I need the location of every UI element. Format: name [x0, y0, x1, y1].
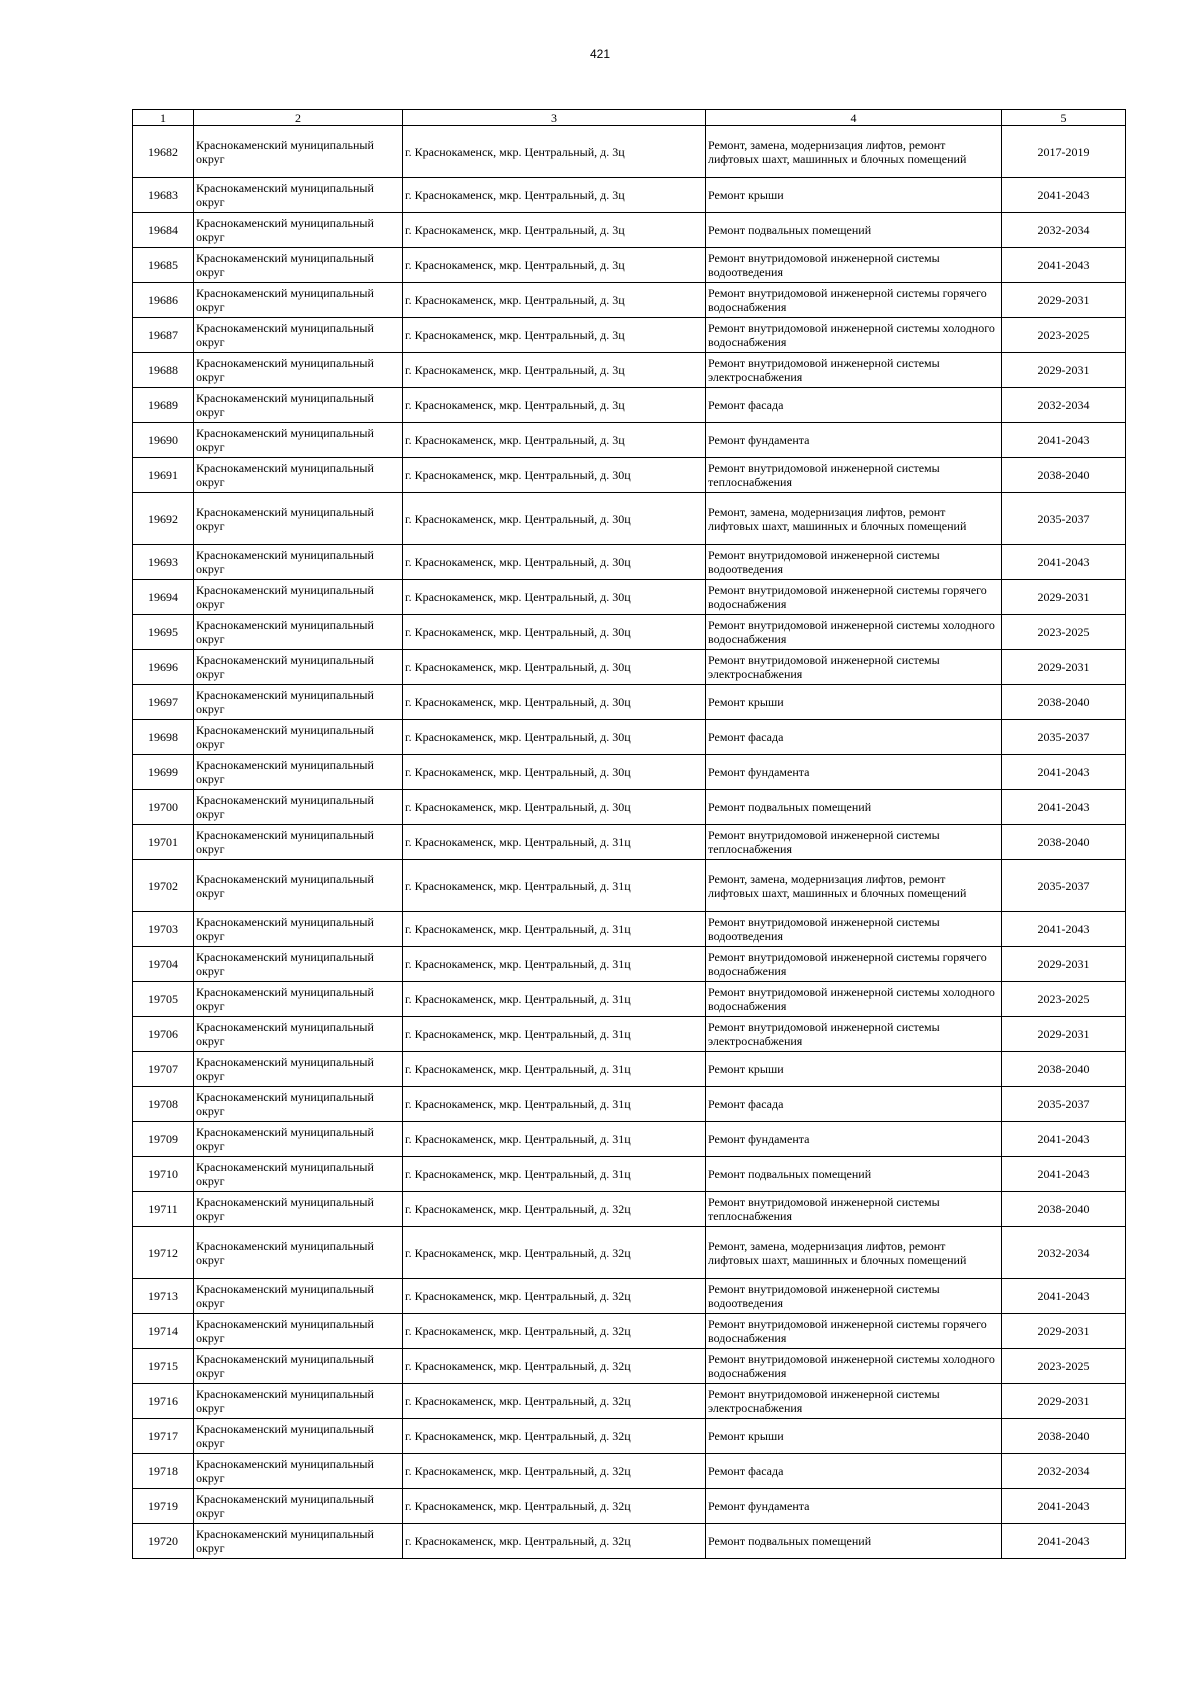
years-cell: 2032-2034	[1002, 1454, 1126, 1489]
table-row	[133, 947, 1126, 982]
years-cell: 2029-2031	[1002, 580, 1126, 615]
row-number: 19706	[133, 1017, 194, 1052]
address-cell: г. Краснокаменск, мкр. Центральный, д. 30ц	[403, 580, 706, 615]
work-type-cell: Ремонт внутридомовой инженерной системы горячего водоснабжения	[706, 580, 1002, 615]
address-cell: г. Краснокаменск, мкр. Центральный, д. 31ц	[403, 1122, 706, 1157]
district-cell: Краснокаменский муниципальный округ	[194, 825, 403, 860]
work-type-cell: Ремонт крыши	[706, 1052, 1002, 1087]
row-number: 19718	[133, 1454, 194, 1489]
address-cell: г. Краснокаменск, мкр. Центральный, д. 31ц	[403, 1052, 706, 1087]
work-type-cell: Ремонт фундамента	[706, 423, 1002, 458]
district-cell: Краснокаменский муниципальный округ	[194, 720, 403, 755]
row-number: 19688	[133, 353, 194, 388]
district-cell: Краснокаменский муниципальный округ	[194, 982, 403, 1017]
years-cell: 2041-2043	[1002, 1157, 1126, 1192]
address-cell: г. Краснокаменск, мкр. Центральный, д. 31ц	[403, 1087, 706, 1122]
district-cell: Краснокаменский муниципальный округ	[194, 615, 403, 650]
table-row	[133, 283, 1126, 318]
row-number: 19720	[133, 1524, 194, 1559]
address-cell: г. Краснокаменск, мкр. Центральный, д. 32ц	[403, 1314, 706, 1349]
row-number: 19692	[133, 493, 194, 545]
table-row	[133, 912, 1126, 947]
district-cell: Краснокаменский муниципальный округ	[194, 1087, 403, 1122]
address-cell: г. Краснокаменск, мкр. Центральный, д. 31ц	[403, 825, 706, 860]
work-type-cell: Ремонт подвальных помещений	[706, 790, 1002, 825]
district-cell: Краснокаменский муниципальный округ	[194, 1489, 403, 1524]
district-cell: Краснокаменский муниципальный округ	[194, 126, 403, 178]
column-header-2: 2	[194, 110, 403, 126]
row-number: 19711	[133, 1192, 194, 1227]
row-number: 19683	[133, 178, 194, 213]
row-number: 19703	[133, 912, 194, 947]
table-row	[133, 720, 1126, 755]
address-cell: г. Краснокаменск, мкр. Центральный, д. 32ц	[403, 1524, 706, 1559]
work-type-cell: Ремонт внутридомовой инженерной системы теплоснабжения	[706, 1192, 1002, 1227]
years-cell: 2029-2031	[1002, 353, 1126, 388]
work-type-cell: Ремонт подвальных помещений	[706, 213, 1002, 248]
address-cell: г. Краснокаменск, мкр. Центральный, д. 32ц	[403, 1279, 706, 1314]
table-row	[133, 615, 1126, 650]
district-cell: Краснокаменский муниципальный округ	[194, 458, 403, 493]
work-type-cell: Ремонт фундамента	[706, 1489, 1002, 1524]
page-number: 421	[589, 47, 611, 61]
district-cell: Краснокаменский муниципальный округ	[194, 1122, 403, 1157]
row-number: 19707	[133, 1052, 194, 1087]
row-number: 19685	[133, 248, 194, 283]
years-cell: 2032-2034	[1002, 388, 1126, 423]
column-header-3: 3	[403, 110, 706, 126]
table-row	[133, 982, 1126, 1017]
address-cell: г. Краснокаменск, мкр. Центральный, д. 30ц	[403, 755, 706, 790]
address-cell: г. Краснокаменск, мкр. Центральный, д. 3ц	[403, 213, 706, 248]
years-cell: 2032-2034	[1002, 1227, 1126, 1279]
district-cell: Краснокаменский муниципальный округ	[194, 650, 403, 685]
years-cell: 2035-2037	[1002, 720, 1126, 755]
address-cell: г. Краснокаменск, мкр. Центральный, д. 32ц	[403, 1227, 706, 1279]
district-cell: Краснокаменский муниципальный округ	[194, 248, 403, 283]
district-cell: Краснокаменский муниципальный округ	[194, 318, 403, 353]
table-row	[133, 1017, 1126, 1052]
address-cell: г. Краснокаменск, мкр. Центральный, д. 32ц	[403, 1489, 706, 1524]
table-row	[133, 1087, 1126, 1122]
district-cell: Краснокаменский муниципальный округ	[194, 1157, 403, 1192]
row-number: 19694	[133, 580, 194, 615]
work-type-cell: Ремонт внутридомовой инженерной системы электроснабжения	[706, 650, 1002, 685]
work-type-cell: Ремонт, замена, модернизация лифтов, ремонт лифтовых шахт, машинных и блочных помещений	[706, 493, 1002, 545]
table-row	[133, 353, 1126, 388]
row-number: 19696	[133, 650, 194, 685]
table-row	[133, 318, 1126, 353]
table-row	[133, 1227, 1126, 1279]
row-number: 19698	[133, 720, 194, 755]
work-type-cell: Ремонт, замена, модернизация лифтов, ремонт лифтовых шахт, машинных и блочных помещений	[706, 1227, 1002, 1279]
district-cell: Краснокаменский муниципальный округ	[194, 493, 403, 545]
work-type-cell: Ремонт, замена, модернизация лифтов, ремонт лифтовых шахт, машинных и блочных помещений	[706, 126, 1002, 178]
district-cell: Краснокаменский муниципальный округ	[194, 1017, 403, 1052]
work-type-cell: Ремонт внутридомовой инженерной системы электроснабжения	[706, 1017, 1002, 1052]
years-cell: 2041-2043	[1002, 248, 1126, 283]
district-cell: Краснокаменский муниципальный округ	[194, 860, 403, 912]
row-number: 19719	[133, 1489, 194, 1524]
years-cell: 2038-2040	[1002, 1192, 1126, 1227]
district-cell: Краснокаменский муниципальный округ	[194, 1349, 403, 1384]
table-row	[133, 1314, 1126, 1349]
district-cell: Краснокаменский муниципальный округ	[194, 423, 403, 458]
row-number: 19714	[133, 1314, 194, 1349]
work-type-cell: Ремонт фундамента	[706, 755, 1002, 790]
work-type-cell: Ремонт фасада	[706, 1087, 1002, 1122]
address-cell: г. Краснокаменск, мкр. Центральный, д. 3ц	[403, 318, 706, 353]
table-row	[133, 545, 1126, 580]
district-cell: Краснокаменский муниципальный округ	[194, 353, 403, 388]
years-cell: 2029-2031	[1002, 650, 1126, 685]
table-row	[133, 755, 1126, 790]
district-cell: Краснокаменский муниципальный округ	[194, 1419, 403, 1454]
work-type-cell: Ремонт фундамента	[706, 1122, 1002, 1157]
district-cell: Краснокаменский муниципальный округ	[194, 545, 403, 580]
work-type-cell: Ремонт подвальных помещений	[706, 1524, 1002, 1559]
address-cell: г. Краснокаменск, мкр. Центральный, д. 3ц	[403, 248, 706, 283]
row-number: 19687	[133, 318, 194, 353]
table-row	[133, 1157, 1126, 1192]
row-number: 19704	[133, 947, 194, 982]
district-cell: Краснокаменский муниципальный округ	[194, 283, 403, 318]
table-row	[133, 1524, 1126, 1559]
table-row	[133, 1052, 1126, 1087]
address-cell: г. Краснокаменск, мкр. Центральный, д. 30ц	[403, 615, 706, 650]
work-type-cell: Ремонт внутридомовой инженерной системы холодного водоснабжения	[706, 982, 1002, 1017]
address-cell: г. Краснокаменск, мкр. Центральный, д. 31ц	[403, 912, 706, 947]
years-cell: 2023-2025	[1002, 982, 1126, 1017]
address-cell: г. Краснокаменск, мкр. Центральный, д. 32ц	[403, 1419, 706, 1454]
district-cell: Краснокаменский муниципальный округ	[194, 1052, 403, 1087]
work-type-cell: Ремонт внутридомовой инженерной системы холодного водоснабжения	[706, 615, 1002, 650]
years-cell: 2032-2034	[1002, 213, 1126, 248]
column-header-4: 4	[706, 110, 1002, 126]
years-cell: 2041-2043	[1002, 755, 1126, 790]
column-number-row	[133, 110, 1126, 126]
district-cell: Краснокаменский муниципальный округ	[194, 685, 403, 720]
district-cell: Краснокаменский муниципальный округ	[194, 1227, 403, 1279]
work-type-cell: Ремонт крыши	[706, 178, 1002, 213]
years-cell: 2041-2043	[1002, 1122, 1126, 1157]
work-type-cell: Ремонт крыши	[706, 685, 1002, 720]
table-row	[133, 388, 1126, 423]
address-cell: г. Краснокаменск, мкр. Центральный, д. 3ц	[403, 178, 706, 213]
row-number: 19717	[133, 1419, 194, 1454]
table-row	[133, 825, 1126, 860]
address-cell: г. Краснокаменск, мкр. Центральный, д. 31ц	[403, 860, 706, 912]
address-cell: г. Краснокаменск, мкр. Центральный, д. 30ц	[403, 458, 706, 493]
work-type-cell: Ремонт внутридомовой инженерной системы водоотведения	[706, 248, 1002, 283]
row-number: 19700	[133, 790, 194, 825]
column-header-5: 5	[1002, 110, 1126, 126]
years-cell: 2029-2031	[1002, 1384, 1126, 1419]
row-number: 19705	[133, 982, 194, 1017]
table-row	[133, 423, 1126, 458]
years-cell: 2038-2040	[1002, 458, 1126, 493]
work-type-cell: Ремонт внутридомовой инженерной системы теплоснабжения	[706, 825, 1002, 860]
address-cell: г. Краснокаменск, мкр. Центральный, д. 31ц	[403, 982, 706, 1017]
work-type-cell: Ремонт фасада	[706, 388, 1002, 423]
address-cell: г. Краснокаменск, мкр. Центральный, д. 32ц	[403, 1192, 706, 1227]
years-cell: 2038-2040	[1002, 825, 1126, 860]
work-type-cell: Ремонт внутридомовой инженерной системы электроснабжения	[706, 1384, 1002, 1419]
address-cell: г. Краснокаменск, мкр. Центральный, д. 30ц	[403, 493, 706, 545]
table-row	[133, 790, 1126, 825]
work-type-cell: Ремонт внутридомовой инженерной системы теплоснабжения	[706, 458, 1002, 493]
work-type-cell: Ремонт внутридомовой инженерной системы горячего водоснабжения	[706, 283, 1002, 318]
district-cell: Краснокаменский муниципальный округ	[194, 947, 403, 982]
row-number: 19716	[133, 1384, 194, 1419]
table-row	[133, 580, 1126, 615]
district-cell: Краснокаменский муниципальный округ	[194, 1454, 403, 1489]
row-number: 19701	[133, 825, 194, 860]
table-row	[133, 1419, 1126, 1454]
district-cell: Краснокаменский муниципальный округ	[194, 790, 403, 825]
years-cell: 2023-2025	[1002, 318, 1126, 353]
years-cell: 2029-2031	[1002, 947, 1126, 982]
district-cell: Краснокаменский муниципальный округ	[194, 912, 403, 947]
row-number: 19695	[133, 615, 194, 650]
row-number: 19690	[133, 423, 194, 458]
district-cell: Краснокаменский муниципальный округ	[194, 1384, 403, 1419]
years-cell: 2023-2025	[1002, 1349, 1126, 1384]
years-cell: 2041-2043	[1002, 1489, 1126, 1524]
years-cell: 2035-2037	[1002, 493, 1126, 545]
address-cell: г. Краснокаменск, мкр. Центральный, д. 31ц	[403, 1157, 706, 1192]
work-type-cell: Ремонт фасада	[706, 1454, 1002, 1489]
years-cell: 2041-2043	[1002, 1524, 1126, 1559]
address-cell: г. Краснокаменск, мкр. Центральный, д. 3ц	[403, 388, 706, 423]
address-cell: г. Краснокаменск, мкр. Центральный, д. 32ц	[403, 1349, 706, 1384]
work-type-cell: Ремонт внутридомовой инженерной системы водоотведения	[706, 912, 1002, 947]
years-cell: 2041-2043	[1002, 178, 1126, 213]
table-row	[133, 178, 1126, 213]
years-cell: 2023-2025	[1002, 615, 1126, 650]
years-cell: 2029-2031	[1002, 1314, 1126, 1349]
work-type-cell: Ремонт внутридомовой инженерной системы горячего водоснабжения	[706, 1314, 1002, 1349]
table-row	[133, 1192, 1126, 1227]
years-cell: 2017-2019	[1002, 126, 1126, 178]
row-number: 19684	[133, 213, 194, 248]
table-row	[133, 213, 1126, 248]
table-row	[133, 1454, 1126, 1489]
address-cell: г. Краснокаменск, мкр. Центральный, д. 3ц	[403, 423, 706, 458]
district-cell: Краснокаменский муниципальный округ	[194, 178, 403, 213]
years-cell: 2035-2037	[1002, 1087, 1126, 1122]
address-cell: г. Краснокаменск, мкр. Центральный, д. 32ц	[403, 1454, 706, 1489]
district-cell: Краснокаменский муниципальный округ	[194, 1524, 403, 1559]
work-type-cell: Ремонт фасада	[706, 720, 1002, 755]
row-number: 19709	[133, 1122, 194, 1157]
table-row	[133, 1384, 1126, 1419]
work-type-cell: Ремонт внутридомовой инженерной системы холодного водоснабжения	[706, 318, 1002, 353]
district-cell: Краснокаменский муниципальный округ	[194, 213, 403, 248]
years-cell: 2041-2043	[1002, 1279, 1126, 1314]
table-body	[133, 126, 1126, 1559]
table-row	[133, 1489, 1126, 1524]
row-number: 19708	[133, 1087, 194, 1122]
row-number: 19697	[133, 685, 194, 720]
years-cell: 2035-2037	[1002, 860, 1126, 912]
row-number: 19693	[133, 545, 194, 580]
address-cell: г. Краснокаменск, мкр. Центральный, д. 30ц	[403, 685, 706, 720]
row-number: 19686	[133, 283, 194, 318]
years-cell: 2038-2040	[1002, 1419, 1126, 1454]
address-cell: г. Краснокаменск, мкр. Центральный, д. 3ц	[403, 126, 706, 178]
address-cell: г. Краснокаменск, мкр. Центральный, д. 3ц	[403, 353, 706, 388]
row-number: 19713	[133, 1279, 194, 1314]
work-type-cell: Ремонт внутридомовой инженерной системы холодного водоснабжения	[706, 1349, 1002, 1384]
row-number: 19699	[133, 755, 194, 790]
table-row	[133, 1349, 1126, 1384]
address-cell: г. Краснокаменск, мкр. Центральный, д. 32ц	[403, 1384, 706, 1419]
work-type-cell: Ремонт внутридомовой инженерной системы водоотведения	[706, 545, 1002, 580]
district-cell: Краснокаменский муниципальный округ	[194, 1314, 403, 1349]
years-cell: 2041-2043	[1002, 912, 1126, 947]
address-cell: г. Краснокаменск, мкр. Центральный, д. 31ц	[403, 947, 706, 982]
address-cell: г. Краснокаменск, мкр. Центральный, д. 30ц	[403, 720, 706, 755]
table-row	[133, 685, 1126, 720]
row-number: 19712	[133, 1227, 194, 1279]
address-cell: г. Краснокаменск, мкр. Центральный, д. 30ц	[403, 790, 706, 825]
repair-schedule-table	[132, 109, 1126, 1559]
work-type-cell: Ремонт внутридомовой инженерной системы горячего водоснабжения	[706, 947, 1002, 982]
district-cell: Краснокаменский муниципальный округ	[194, 580, 403, 615]
district-cell: Краснокаменский муниципальный округ	[194, 755, 403, 790]
row-number: 19691	[133, 458, 194, 493]
table-row	[133, 1122, 1126, 1157]
work-type-cell: Ремонт подвальных помещений	[706, 1157, 1002, 1192]
years-cell: 2029-2031	[1002, 1017, 1126, 1052]
table-row	[133, 860, 1126, 912]
district-cell: Краснокаменский муниципальный округ	[194, 388, 403, 423]
table-row	[133, 650, 1126, 685]
work-type-cell: Ремонт, замена, модернизация лифтов, ремонт лифтовых шахт, машинных и блочных помещений	[706, 860, 1002, 912]
row-number: 19702	[133, 860, 194, 912]
address-cell: г. Краснокаменск, мкр. Центральный, д. 30ц	[403, 545, 706, 580]
work-type-cell: Ремонт внутридомовой инженерной системы водоотведения	[706, 1279, 1002, 1314]
table-row	[133, 458, 1126, 493]
address-cell: г. Краснокаменск, мкр. Центральный, д. 30ц	[403, 650, 706, 685]
years-cell: 2041-2043	[1002, 790, 1126, 825]
address-cell: г. Краснокаменск, мкр. Центральный, д. 3ц	[403, 283, 706, 318]
row-number: 19689	[133, 388, 194, 423]
work-type-cell: Ремонт крыши	[706, 1419, 1002, 1454]
years-cell: 2041-2043	[1002, 545, 1126, 580]
row-number: 19682	[133, 126, 194, 178]
years-cell: 2038-2040	[1002, 685, 1126, 720]
address-cell: г. Краснокаменск, мкр. Центральный, д. 31ц	[403, 1017, 706, 1052]
table-row	[133, 248, 1126, 283]
column-header-1: 1	[133, 110, 194, 126]
row-number: 19710	[133, 1157, 194, 1192]
years-cell: 2041-2043	[1002, 423, 1126, 458]
row-number: 19715	[133, 1349, 194, 1384]
district-cell: Краснокаменский муниципальный округ	[194, 1192, 403, 1227]
years-cell: 2029-2031	[1002, 283, 1126, 318]
table-row	[133, 493, 1126, 545]
table-row	[133, 1279, 1126, 1314]
table-row	[133, 126, 1126, 178]
years-cell: 2038-2040	[1002, 1052, 1126, 1087]
district-cell: Краснокаменский муниципальный округ	[194, 1279, 403, 1314]
work-type-cell: Ремонт внутридомовой инженерной системы электроснабжения	[706, 353, 1002, 388]
